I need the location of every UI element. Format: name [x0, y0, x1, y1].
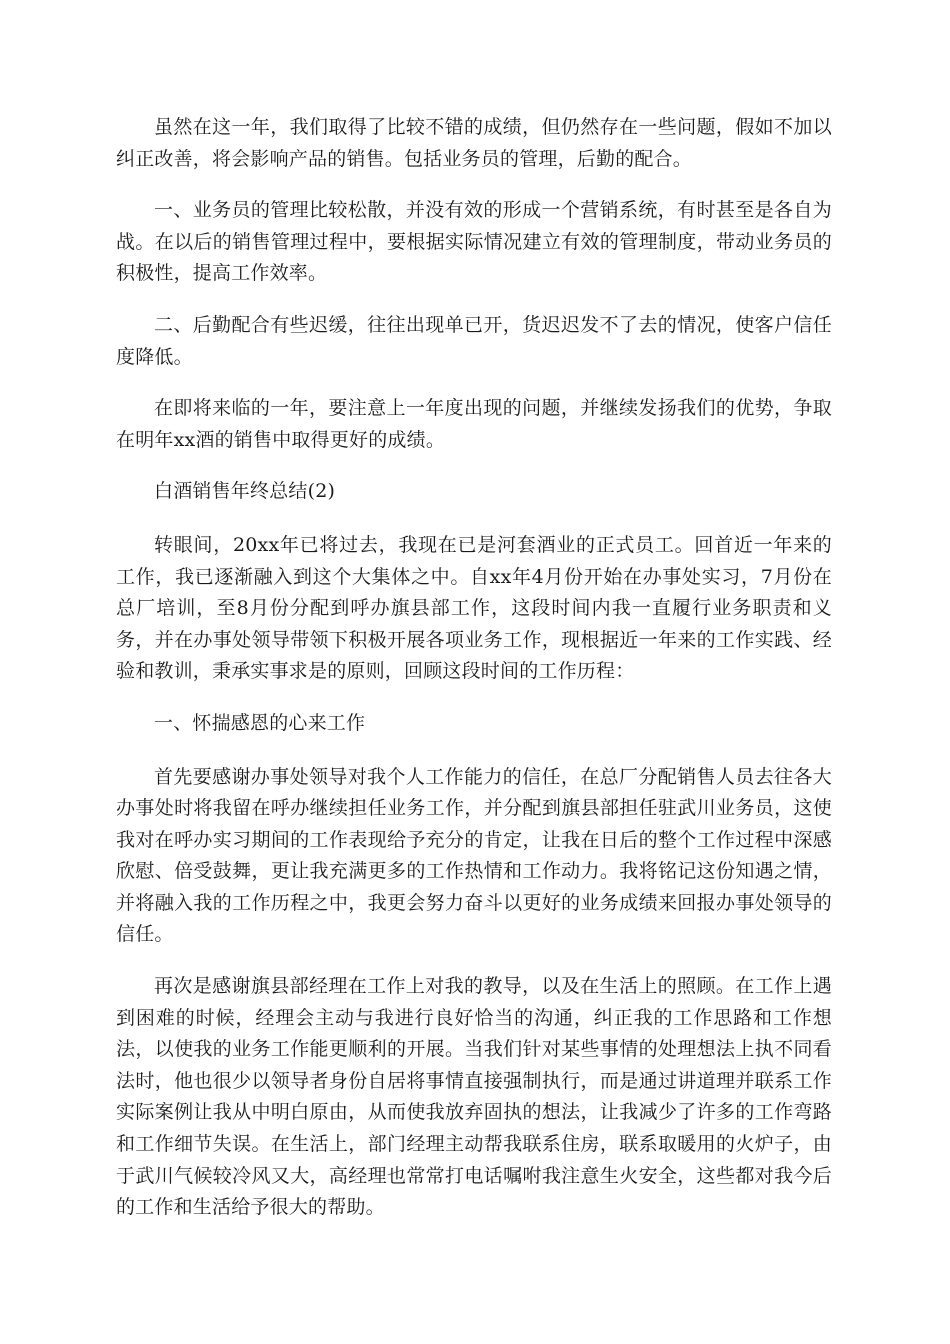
paragraph-next-year: 在即将来临的一年，要注意上一年度出现的问题，并继续发扬我们的优势，争取在明年xx酒的销售中取得更好的成绩。	[116, 397, 832, 451]
section-heading-gratitude: 一、怀揣感恩的心来工作	[154, 711, 366, 734]
paragraph-salesman-management: 一、业务员的管理比较松散，并没有效的形成一个营销系统，有时甚至是各自为战。在以后的销售管理过程中，要根据实际情况建立有效的管理制度，带动业务员的积极性，提高工作效率。	[116, 199, 832, 285]
paragraph-thanks-manager: 再次是感谢旗县部经理在工作上对我的教导，以及在生活上的照顾。在工作上遇到困难的时候，经理会主动与我进行良好恰当的沟通，纠正我的工作思路和工作想法，以使我的业务工作能更顺利的开展。当我们针对某些事情的处理想法上执不同看法时，他也很少以领导者身份自居将事情直接强制执行，而是通过讲道理并联系工作实际案例让我从中明白原由，从而使我放弃固执的想法，让我减少了许多的工作弯路和工作细节失误。在生活上，部门经理主动帮我联系住房，联系取暖用的火炉子，由于武川气候较冷风又大，高经理也常常打电话嘱咐我注意生火安全，这些都对我今后的工作和生活给予很大的帮助。	[116, 975, 832, 1219]
section-title: 白酒销售年终总结(2)	[154, 480, 336, 503]
paragraph-review-intro: 转眼间，20xx年已将过去，我现在已是河套酒业的正式员工。回首近一年来的工作，我已逐渐融入到这个大集体之中。自xx年4月份开始在办事处实习，7月份在总厂培训，至8月份分配到呼办旗县部工作，这段时间内我一直履行业务职责和义务，并在办事处领导带领下积极开展各项业务工作，现根据近一年来的工作实践、经验和教训，秉承实事求是的原则，回顾这段时间的工作历程：	[116, 533, 832, 683]
paragraph-thanks-office-leaders: 首先要感谢办事处领导对我个人工作能力的信任，在总厂分配销售人员去往各大办事处时将我留在呼办继续担任业务工作，并分配到旗县部担任驻武川业务员，这使我对在呼办实习期间的工作表现给予充分的肯定，让我在日后的整个工作过程中深感欣慰、倍受鼓舞，更让我充满更多的工作热情和工作动力。我将铭记这份知遇之情，并将融入我的工作历程之中，我更会努力奋斗以更好的业务成绩来回报办事处领导的信任。	[116, 765, 832, 946]
paragraph-logistics: 二、后勤配合有些迟缓，往往出现单已开，货迟迟发不了去的情况，使客户信任度降低。	[116, 313, 832, 368]
document-body	[116, 112, 832, 1244]
paragraph-problems-intro: 虽然在这一年，我们取得了比较不错的成绩，但仍然存在一些问题，假如不加以纠正改善，将会影响产品的销售。包括业务员的管理，后勤的配合。	[116, 116, 832, 170]
